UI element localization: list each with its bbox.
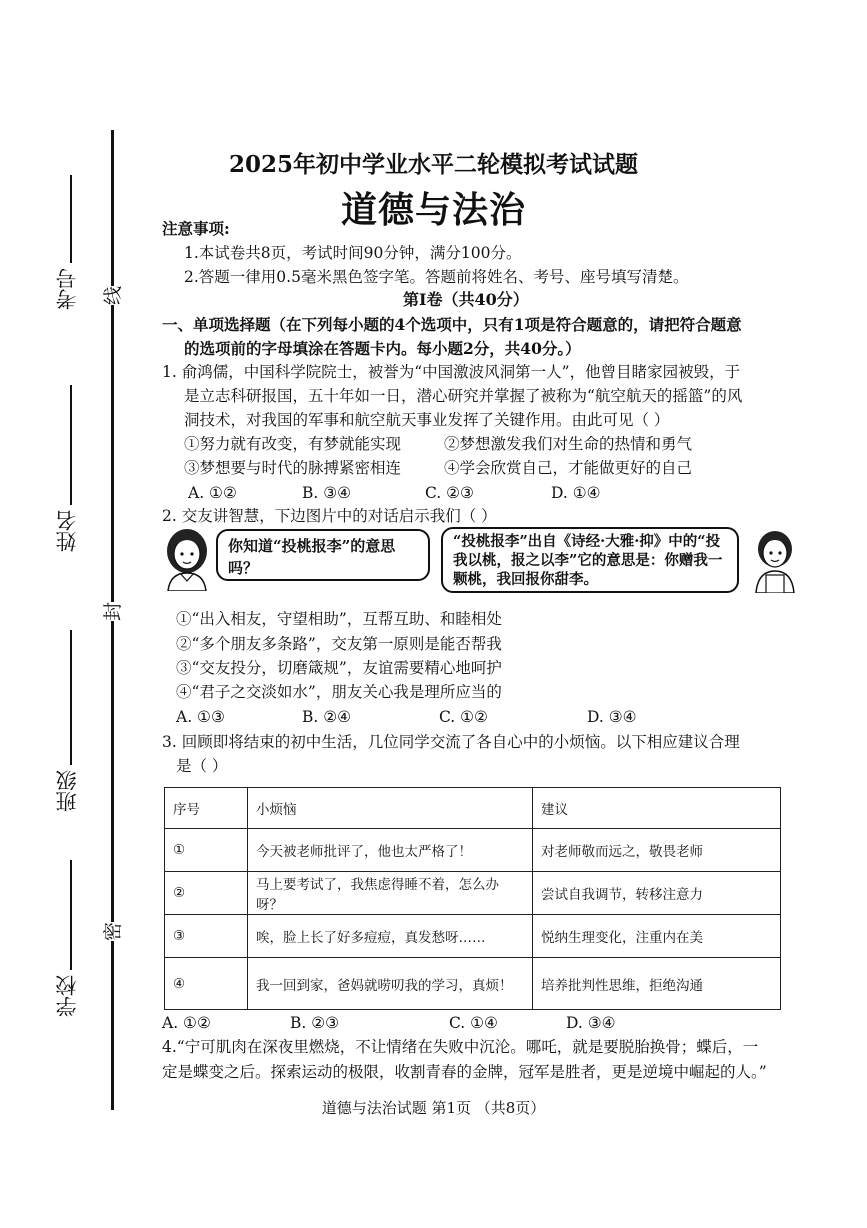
table-cell: ③ <box>165 915 248 958</box>
table-cell: ① <box>165 829 248 872</box>
q3-line-1: 3. 回顾即将结束的初中生活，几位同学交流了各自心中的小烦恼。以下相应建议合理 <box>162 733 740 751</box>
school-blank <box>70 860 72 970</box>
table-cell: 对老师敬而远之，敬畏老师 <box>533 829 781 872</box>
table-cell: ② <box>165 872 248 915</box>
q4-line-2: 定是蝶变之后。探索运动的极限，收割青春的金牌，冠军是胜者，更是逆境中崛起的人。” <box>162 1063 767 1081</box>
exam-number-label: 考号 <box>55 268 79 310</box>
q2-stem: 2. 交友讲智慧，下边图片中的对话启示我们（ ） <box>162 507 497 525</box>
q4-line-1: 4.“宁可肌肉在深夜里燃烧，不让情绪在失败中沉沦。哪吒，就是要脱胎换骨；蝶后，一 <box>162 1038 759 1056</box>
q1-statement-4: ④学会欣赏自己，才能做更好的自己 <box>444 459 693 477</box>
q3-option-c[interactable]: C. ①④ <box>449 1014 498 1032</box>
q2-option-c[interactable]: C. ①② <box>439 708 488 726</box>
q2-option-b[interactable]: B. ②④ <box>302 708 352 726</box>
q3-option-b[interactable]: B. ②③ <box>290 1014 340 1032</box>
notes-heading: 注意事项: <box>162 219 230 238</box>
table-cell: ④ <box>165 958 248 1010</box>
seal-char-mi: 密 <box>98 922 125 941</box>
page-footer: 道德与法治试题 第1页 （共8页） <box>321 1099 546 1117</box>
q1-line-2: 是立志科研报国，五十年如一日，潜心研究并掌握了被称为“航空航天的摇篮”的风 <box>184 387 743 405</box>
table-cell: 我一回到家，爸妈就唠叨我的学习，真烦！ <box>248 958 533 1010</box>
name-label: 姓名 <box>55 510 79 552</box>
q1-option-a[interactable]: A. ①② <box>188 484 237 502</box>
q3-line-2: 是（ ） <box>176 757 228 775</box>
q2-statement-4: ④“君子之交淡如水”，朋友关心我是理所应当的 <box>176 683 502 701</box>
q1-statement-3: ③梦想要与时代的脉搏紧密相连 <box>184 459 402 477</box>
seal-char-feng: 封 <box>98 602 125 621</box>
q2-option-a[interactable]: A. ①③ <box>176 708 225 726</box>
q3-option-d[interactable]: D. ③④ <box>566 1014 616 1032</box>
table-header-cell: 小烦恼 <box>248 788 533 829</box>
table-row <box>165 829 781 872</box>
table-cell: 尝试自我调节，转移注意力 <box>533 872 781 915</box>
seal-char-xian: 线 <box>98 286 125 305</box>
q1-line-1: 1. 俞鸿儒，中国科学院院士，被誉为“中国激波风洞第一人”，他曾目睹家园被毁，于 <box>162 363 741 381</box>
girl-left-illustration <box>160 527 214 591</box>
table-cell: 唉，脸上长了好多痘痘，真发愁呀…… <box>248 915 533 958</box>
q3-table <box>164 787 781 1010</box>
section-intro-2: 的选项前的字母填涂在答题卡内。每小题2分，共40分。） <box>184 339 581 358</box>
table-cell: 培养批判性思维，拒绝沟通 <box>533 958 781 1010</box>
speech-bubble-left: 你知道“投桃报李”的意思吗？ <box>216 529 430 581</box>
q2-statement-1: ①“出入相友，守望相助”，互帮互助、和睦相处 <box>176 610 502 628</box>
table-row <box>165 872 781 915</box>
exam-title: 2025年初中学业水平二轮模拟考试试题 <box>228 151 638 178</box>
q1-statement-1: ①努力就有改变，有梦就能实现 <box>184 435 402 453</box>
section-intro-1: 一、单项选择题（在下列每小题的4个选项中，只有1项是符合题意的，请把符合题意 <box>162 315 742 334</box>
name-blank <box>70 385 72 505</box>
q2-statement-2: ②“多个朋友多条路”，交友第一原则是能否帮我 <box>176 635 502 653</box>
school-label: 学校 <box>55 975 79 1017</box>
notes-item-2: 2.答题一律用0.5毫米黑色签字笔。答题前将姓名、考号、座号填写清楚。 <box>184 268 689 286</box>
table-cell: 马上要考试了，我焦虑得睡不着，怎么办呀？ <box>248 872 533 915</box>
q1-option-c[interactable]: C. ②③ <box>425 484 474 502</box>
speech-bubble-right: “投桃报李”出自《诗经·大雅·抑》中的“投我以桃，报之以李”它的意思是：你赠我一颗桃，我回报你甜李。 <box>441 527 739 593</box>
table-header-cell: 建议 <box>533 788 781 829</box>
table-row <box>165 958 781 1010</box>
volume-title: 第Ⅰ卷（共40分） <box>403 290 529 309</box>
boy-right-illustration <box>746 527 804 593</box>
notes-item-1: 1.本试卷共8页，考试时间90分钟，满分100分。 <box>184 244 522 262</box>
q2-option-d[interactable]: D. ③④ <box>587 708 637 726</box>
q2-statement-3: ③“交友投分，切磨箴规”，友谊需要精心地呵护 <box>176 659 502 677</box>
subject-title: 道德与法治 <box>340 189 526 231</box>
table-row <box>165 915 781 958</box>
q1-line-3: 洞技术，对我国的军事和航空航天事业发挥了关键作用。由此可见（ ） <box>184 411 670 429</box>
q1-option-b[interactable]: B. ③④ <box>302 484 352 502</box>
class-blank <box>70 630 72 765</box>
q1-option-d[interactable]: D. ①④ <box>551 484 601 502</box>
table-header-cell: 序号 <box>165 788 248 829</box>
class-label: 班级 <box>55 770 79 812</box>
table-header-row <box>165 788 781 829</box>
q3-option-a[interactable]: A. ①② <box>162 1014 211 1032</box>
table-cell: 悦纳生理变化，注重内在美 <box>533 915 781 958</box>
table-cell: 今天被老师批评了，他也太严格了！ <box>248 829 533 872</box>
q1-statement-2: ②梦想激发我们对生命的热情和勇气 <box>444 435 693 453</box>
